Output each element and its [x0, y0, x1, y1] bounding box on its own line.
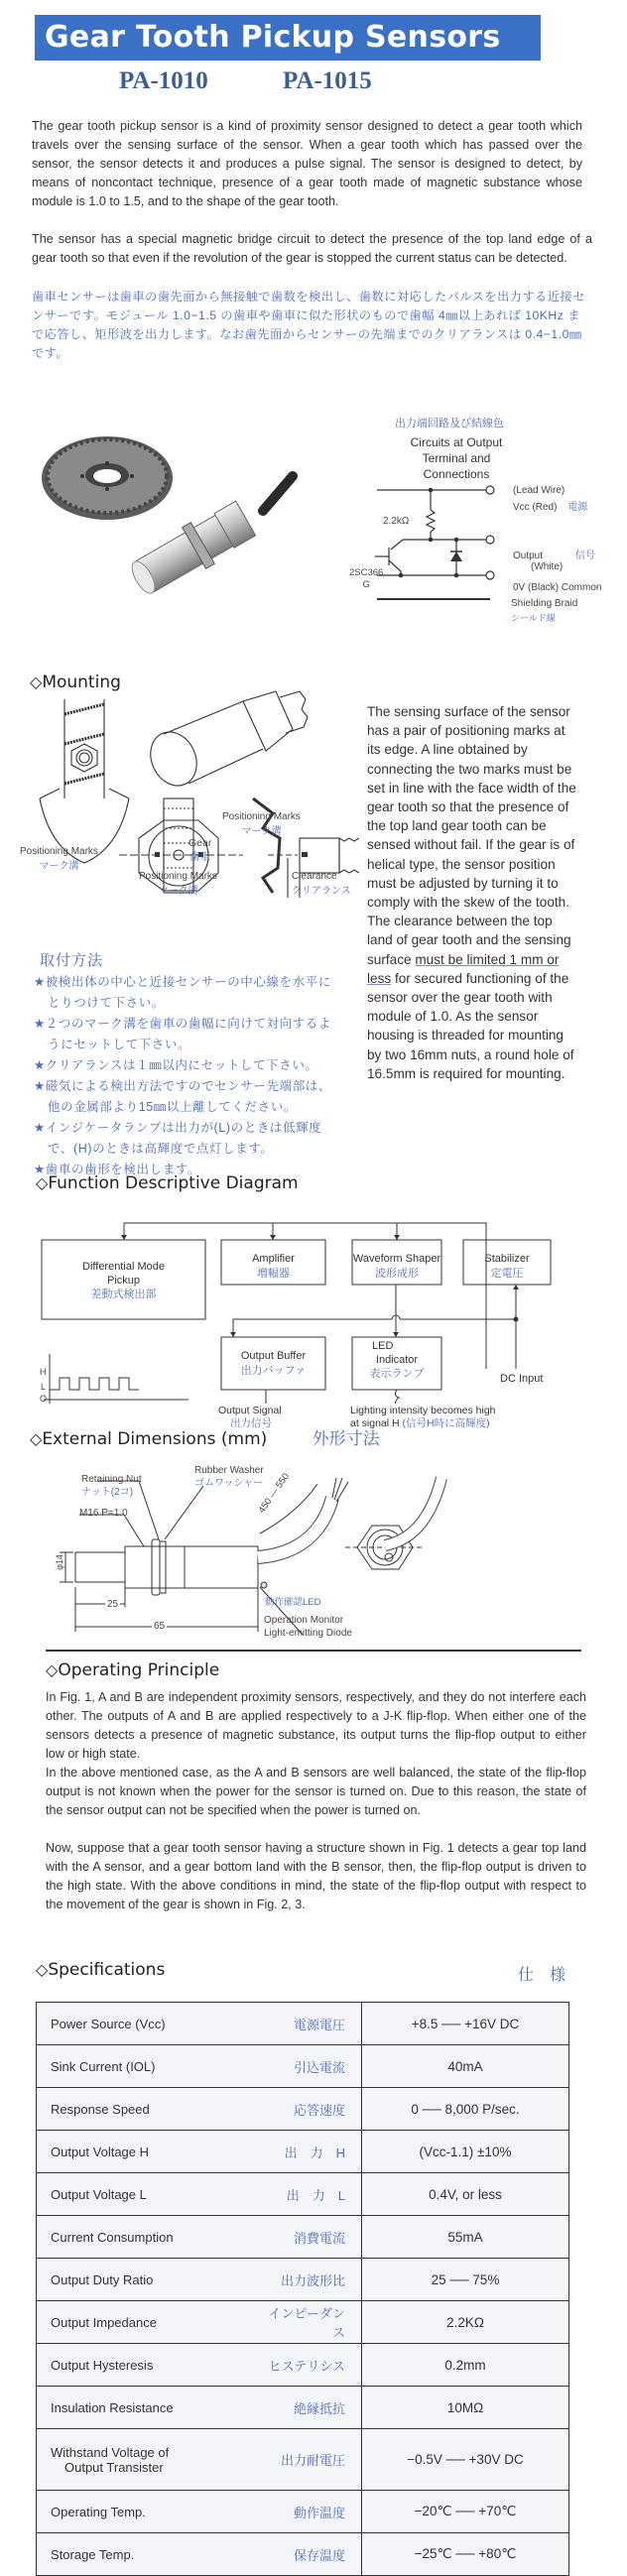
jp-list-item: ★インジケータランプは出力が(L)のときは低輝度で、(H)のときは高輝度で点灯します。: [34, 1121, 322, 1156]
resistor-label: 2.2kΩ: [383, 516, 410, 527]
spec-name-jp: 出力波形比: [242, 2259, 362, 2301]
block-en: Waveform Shaper: [352, 1253, 441, 1265]
gear-label: [188, 837, 211, 864]
page-title: Gear Tooth Pickup Sensors: [45, 20, 501, 55]
spec-row: [37, 2003, 569, 2045]
terminal-output: [513, 547, 595, 572]
spec-name-text: Insulation Resistance: [51, 2399, 174, 2415]
transistor-model: 2SC366: [349, 567, 384, 578]
intro-paragraph: The gear tooth pickup sensor is a kind of proximity sensor designed to detect a gear tooth which travels over the sensing surface of the sensor. When a gear tooth which has passed over the sensor, the sensor detects it and produces a pulse signal. The sensor is designed to detect, by means of noncontact technique, presence of a gear tooth made of magnetic substance whose module is 1.0 to 1.5, and to the shape of the gear tooth.: [32, 119, 582, 208]
spec-name: [37, 2533, 243, 2576]
block-en: Amplifier: [252, 1253, 295, 1265]
label-jp: クリアランス: [292, 886, 351, 897]
positioning-marks-label-left: [20, 846, 98, 872]
circuit-jp-title: 出力端回路及び結線色: [395, 418, 504, 429]
circuit-title-line: Connections: [423, 467, 490, 481]
spec-value: 25 ── 75%: [362, 2259, 569, 2301]
label-jp: マーク溝: [241, 826, 282, 837]
operating-paragraph: Now, suppose that a gear tooth sensor having a structure shown in Fig. 1 detects a gear top land with the A sensor, and a gear bottom land with the B sensor, then, the flip-flop output is driven to the high state. With the above conditions in mind, the state of the flip-flop output with respect to the movement of the gear is shown in Fig. 2, 3.: [46, 1841, 586, 1911]
circuit-title-line: Circuits at Output: [410, 435, 503, 449]
intro-jp-paragraph: 歯車センサーは歯車の歯先面から無接触で歯数を検出し、歯数に対応したパルスを出力する近接センサーです。モジュール 1.0−1.5 の歯車や歯車に似た形状のもので歯幅 4㎜以上あれば 10KHz まで応答し、矩形波を出力します。なお歯先面からセンサーの先端までのクリアランスは 0.4−1.0㎜ です。: [32, 290, 585, 360]
block-en: Stabilizer: [484, 1253, 530, 1265]
transistor-sub: G: [362, 579, 370, 590]
label-en: Rubber Washer: [194, 1465, 264, 1476]
spec-row: [37, 2173, 569, 2216]
spec-value: −25℃ ── +80℃: [362, 2533, 569, 2576]
spec-name: [37, 2088, 243, 2131]
spec-name-jp: 電源電圧: [242, 2003, 362, 2045]
intro-paragraph: The sensor has a special magnetic bridge circuit to detect the presence of the top land edge of a gear tooth so that even if the revolution of the gear is stopped the current status can be detected.: [32, 232, 592, 265]
spec-row: [37, 2045, 569, 2088]
jp-list-item: ★２つのマーク溝を歯車の歯幅に向けて対向するようにセットして下さい。: [34, 1017, 332, 1051]
jp-list-item: ★歯車の歯形を検出します。: [34, 1163, 201, 1176]
terminal-jp: 電源: [567, 502, 588, 513]
spec-name-text: Output Duty Ratio: [51, 2271, 154, 2287]
block-shaper-label: [352, 1252, 441, 1282]
spec-name-text: Output Transister: [64, 2459, 164, 2475]
terminal-jp: 信号: [574, 551, 595, 561]
section-title-text: Specifications: [48, 1960, 166, 1980]
title-banner: [35, 15, 541, 61]
product-photo: [30, 417, 367, 625]
terminal-label: Output: [513, 551, 544, 561]
diamond-icon: ◇: [46, 1660, 59, 1679]
spec-name-jp: 応答速度: [242, 2088, 362, 2131]
spec-name-text: Output Voltage L: [51, 2186, 147, 2202]
spec-value: 0.4V, or less: [362, 2173, 569, 2216]
dim-65-label: 65: [154, 1621, 166, 1632]
spec-name: [37, 2045, 243, 2088]
positioning-marks-label-bottom: [139, 871, 217, 897]
spec-name-text: Operating Temp.: [51, 2504, 146, 2519]
label-jp: マーク溝: [158, 886, 198, 897]
diamond-icon: ◇: [36, 1960, 49, 1979]
circuit-title: [402, 434, 511, 482]
wave-label-h: H: [40, 1367, 47, 1377]
spec-name-text: Withstand Voltage of: [51, 2444, 170, 2460]
model-number: PA-1010: [119, 67, 208, 94]
label-en: Retaining Nut: [81, 1474, 142, 1485]
section-title-specifications: [36, 1960, 165, 1980]
spec-row: [37, 2533, 569, 2576]
label-jp: 歯車: [189, 851, 211, 863]
operating-paragraph: In Fig. 1, A and B are independent proximity sensors, respectively, and they do not interfere each other. The outputs of A and B are applied respectively to a J-K flip-flop. When either one of the sensors detects a presence of magnetic substance, its output turns the flip-flop output to either low or high state.: [46, 1690, 586, 1761]
block-en: Indicator: [375, 1354, 419, 1366]
specifications-table: [36, 2002, 569, 2576]
spec-row: [37, 2344, 569, 2387]
spec-name-text: Output Impedance: [51, 2314, 157, 2330]
spec-name-jp: 引込電流: [242, 2045, 362, 2088]
spec-row: [37, 2491, 569, 2533]
thread-label: M16 P=1.0: [79, 1508, 128, 1519]
label-en: Clearance: [292, 871, 337, 882]
block-jp: 増幅器: [257, 1268, 290, 1280]
spec-name: [37, 2429, 243, 2491]
led-label: [264, 1614, 352, 1640]
spec-name-jp: 消費電流: [242, 2216, 362, 2259]
spec-name-jp: 出力耐電圧: [242, 2429, 362, 2491]
diamond-icon: ◇: [30, 1429, 43, 1448]
spec-value: −0.5V ── +30V DC: [362, 2429, 569, 2491]
spec-row: [37, 2088, 569, 2131]
spec-row: [37, 2301, 569, 2344]
terminal-label: Vcc (Red): [513, 502, 558, 513]
terminal-shield: Shielding Braid: [511, 598, 578, 609]
label-jp: マーク溝: [39, 861, 79, 872]
terminal-common: 0V (Black) Common: [513, 582, 602, 593]
label-jp: ゴムワッシャー: [194, 1478, 264, 1489]
gear-image: [42, 436, 173, 520]
label-en: Light-emitting Diode: [264, 1628, 352, 1639]
lead-wire-label: (Lead Wire): [513, 485, 565, 496]
label-en: Positioning Marks: [139, 871, 217, 882]
block-jp: 表示ランプ: [369, 1368, 425, 1380]
label-en: Positioning Marks: [20, 846, 98, 857]
section-title-text: External Dimensions (mm): [42, 1429, 268, 1449]
terminal-sub: (White): [531, 561, 564, 572]
spec-name-text: Output Voltage H: [51, 2144, 150, 2159]
spec-name-jp: 保存温度: [242, 2533, 362, 2576]
jp-list-item: ★磁気による検出方法ですのでセンサー先端部は、他の金属部より15㎜以上離してください。: [34, 1079, 332, 1114]
spec-value: 10MΩ: [362, 2387, 569, 2429]
label-en: Positioning Marks: [222, 811, 301, 822]
cable-length-label: 450 — 550: [256, 1471, 293, 1516]
section-title-jp: 外形寸法: [312, 1429, 380, 1449]
section-title-text: Operating Principle: [58, 1660, 220, 1680]
section-title-dimensions: [30, 1424, 380, 1449]
spec-name: [37, 2131, 243, 2173]
model-number: PA-1015: [283, 67, 372, 94]
circuit-title-line: Terminal and: [422, 451, 491, 465]
block-jp: 出力バッファ: [240, 1365, 307, 1377]
transistor-label: [349, 567, 383, 591]
spec-name-jp: インピーダンス: [242, 2301, 362, 2344]
mounting-jp-list: [34, 972, 336, 1180]
section-title-text: Function Descriptive Diagram: [48, 1173, 299, 1193]
section-title-text: Mounting: [42, 673, 121, 692]
spec-name-jp: 動作温度: [242, 2491, 362, 2533]
spec-name: [37, 2301, 243, 2344]
diamond-icon: ◇: [36, 1173, 49, 1192]
block-jp: 波形成形: [375, 1268, 419, 1280]
block-led-label: [352, 1339, 441, 1381]
spec-name: [37, 2003, 243, 2045]
spec-row: [37, 2131, 569, 2173]
diameter-label: φ14: [54, 1554, 64, 1570]
positioning-marks-label-top: [222, 811, 301, 837]
label-en: Operation Monitor: [264, 1615, 344, 1626]
block-en: Output Buffer: [240, 1350, 307, 1362]
block-en: Differential Mode: [82, 1261, 165, 1273]
retaining-nut-label: [81, 1473, 142, 1499]
spec-name-text: Storage Temp.: [51, 2546, 135, 2562]
spec-name-text: Output Hysteresis: [51, 2357, 154, 2373]
terminal-vcc: [513, 498, 587, 513]
block-amplifier-label: [221, 1252, 325, 1282]
terminal-shield-jp: シールド線: [511, 613, 556, 623]
spec-value: 40mA: [362, 2045, 569, 2088]
wave-label-l: L: [41, 1382, 47, 1392]
diamond-icon: ◇: [30, 673, 43, 691]
lighting-note-jp: (信号H時に高輝度): [402, 1417, 490, 1429]
spec-name: [37, 2259, 243, 2301]
block-pickup-label: [42, 1260, 205, 1301]
rubber-washer-label: [194, 1464, 264, 1490]
block-jp: 差動式検出部: [90, 1288, 157, 1300]
spec-value: −20℃ ── +70℃: [362, 2491, 569, 2533]
dim-25-label: 25: [107, 1599, 119, 1610]
spec-name-text: Power Source (Vcc): [51, 2016, 166, 2031]
mounting-text-3: for secured functioning of the sensor over the gear tooth with module of 1.0. As the sensor housing is threaded for mounting by two 16mm nuts, a round hole of 16.5mm is required for mounting.: [367, 970, 574, 1081]
section-title-function: [36, 1173, 299, 1193]
section-divider: [46, 1650, 581, 1652]
spec-value: 55mA: [362, 2216, 569, 2259]
mounting-text-2: The clearance between the top land of gear tooth and the sensing surface: [367, 914, 571, 967]
dc-input-label: DC Input: [500, 1373, 544, 1385]
spec-row: [37, 2387, 569, 2429]
spec-value: 2.2KΩ: [362, 2301, 569, 2344]
mounting-jp-title: 取付方法: [40, 952, 104, 969]
spec-name: [37, 2491, 243, 2533]
clearance-label: [292, 871, 351, 897]
block-stabilizer-label: [463, 1252, 551, 1282]
block-buffer-label: [221, 1349, 325, 1379]
spec-name-jp: 絶縁抵抗: [242, 2387, 362, 2429]
label-en: Gear: [188, 837, 212, 849]
label-jp: ナット(2コ): [81, 1487, 134, 1498]
spec-value: +8.5 ── +16V DC: [362, 2003, 569, 2045]
spec-name-text: Sink Current (IOL): [51, 2058, 156, 2074]
lighting-note-line: at signal H: [350, 1417, 400, 1429]
spec-name-jp: 出 力 H: [242, 2131, 362, 2173]
spec-name-text: Response Speed: [51, 2101, 150, 2117]
jp-list-item: ★被検出体の中心と近接センサーの中心線を水平にとりつけて下さい。: [34, 975, 332, 1010]
jp-list-item: ★クリアランスは１㎜以内にセットして下さい。: [34, 1058, 318, 1072]
spec-row: [37, 2429, 569, 2491]
block-jp: 定電圧: [490, 1268, 524, 1280]
spec-name-jp: ヒステリシス: [242, 2344, 362, 2387]
wave-label-o: O: [40, 1394, 48, 1404]
spec-value: 0 ── 8,000 P/sec.: [362, 2088, 569, 2131]
spec-name: [37, 2216, 243, 2259]
spec-name: [37, 2387, 243, 2429]
mounting-description: [367, 702, 577, 1083]
section-title-operating: [46, 1660, 219, 1680]
spec-name: [37, 2344, 243, 2387]
led-jp-label: 動作確認LED: [265, 1597, 321, 1608]
block-en: Pickup: [106, 1275, 141, 1287]
spec-row: [37, 2216, 569, 2259]
spec-name-text: Current Consumption: [51, 2229, 174, 2245]
spec-name: [37, 2173, 243, 2216]
clearance-limit-highlight: must be limited 1 mm or less: [367, 951, 560, 986]
mounting-text-1: The sensing surface of the sensor has a pair of positioning marks at its edge. A line obtained by connecting the two marks must be set in line with the face width of the gear tooth so that the presence of the top land gear tooth can be sensed without fail. If the gear is of helical type, the sensor position must be adjusted by turning it to comply with the skew of the tooth.: [367, 704, 576, 911]
operating-paragraph: In the above mentioned case, as the A and B sensors are well balanced, the state of the flip-flop output is not known when the power for the sensor is turned on. Due to this reason, the state of the sensor output can not be specified when the power is turned on.: [46, 1766, 586, 1817]
lighting-note-line: Lighting intensity becomes high: [350, 1405, 496, 1416]
spec-value: (Vcc-1.1) ±10%: [362, 2131, 569, 2173]
specifications-jp-title: 仕 様: [518, 1967, 566, 1984]
block-en: LED: [372, 1340, 394, 1352]
spec-name-jp: 出 力 L: [242, 2173, 362, 2216]
spec-value: 0.2mm: [362, 2344, 569, 2387]
label-en: Output Signal: [218, 1405, 282, 1416]
label-jp: 出力信号: [230, 1417, 272, 1429]
spec-row: [37, 2259, 569, 2301]
